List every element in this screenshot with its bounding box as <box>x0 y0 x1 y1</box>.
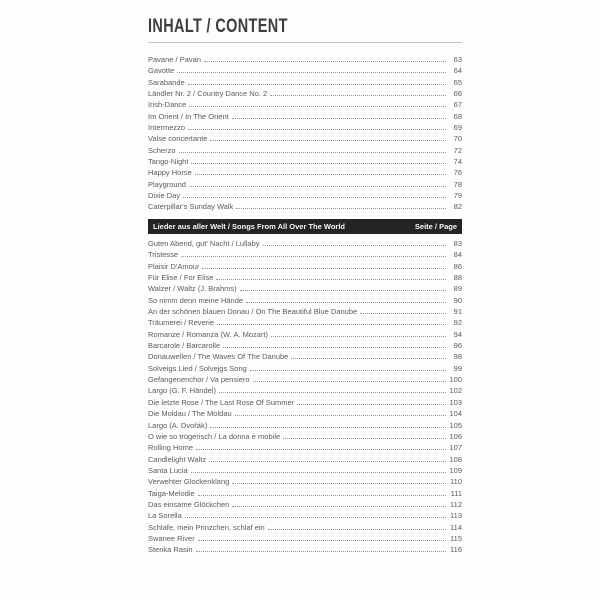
toc-entry-page: 103 <box>449 397 462 407</box>
dot-leader <box>291 351 446 359</box>
toc-entry-title: Taiga-Melodie <box>148 488 195 498</box>
dot-leader <box>297 397 446 405</box>
toc-row <box>148 408 462 419</box>
toc-entry-title: Valse concertante <box>148 134 208 144</box>
dot-leader <box>189 99 446 107</box>
toc-row <box>148 77 462 88</box>
toc-entry-title: Verwehter Glockenklang <box>148 477 230 487</box>
toc-entry-page: 112 <box>450 499 462 509</box>
toc-section-1 <box>148 54 462 213</box>
toc-row <box>148 133 462 144</box>
dot-leader <box>191 465 446 473</box>
toc-entry-page: 113 <box>450 511 462 521</box>
toc-row <box>148 122 462 133</box>
toc-entry-title: Largo (G. F. Händel) <box>148 386 216 396</box>
dot-leader <box>177 65 446 73</box>
toc-entry-title: Tango-Night <box>148 157 189 167</box>
dot-leader <box>195 167 446 175</box>
dot-leader <box>198 488 446 496</box>
toc-row <box>148 544 462 555</box>
toc-row <box>148 54 462 65</box>
dot-leader <box>223 340 446 348</box>
toc-entry-title: Plaisir D'Amour <box>148 261 200 271</box>
toc-row <box>148 283 462 294</box>
toc-entry-title: Candlelight Waltz <box>148 454 207 464</box>
toc-entry-page: 96 <box>453 341 462 351</box>
toc-entry-page: 90 <box>453 295 462 305</box>
dot-leader <box>210 420 446 428</box>
toc-row <box>148 329 462 340</box>
toc-row <box>148 249 462 260</box>
dot-leader <box>268 522 446 530</box>
toc-row <box>148 201 462 212</box>
dot-leader <box>185 510 446 518</box>
dot-leader <box>209 454 446 462</box>
toc-entry-page: 64 <box>453 66 462 76</box>
toc-entry-title: Das einsame Glöckchen <box>148 499 230 509</box>
dot-leader <box>202 261 446 269</box>
toc-row <box>148 533 462 544</box>
toc-entry-title: Träumerei / Reverie <box>148 318 214 328</box>
dot-leader <box>204 54 446 62</box>
toc-entry-page: 86 <box>453 261 462 271</box>
toc-entry-page: 89 <box>453 284 462 294</box>
toc-entry-title: Walzer / Waltz (J. Brahms) <box>148 284 237 294</box>
toc-entry-page: 67 <box>453 100 462 110</box>
toc-row <box>148 238 462 249</box>
toc-entry-title: Tristesse <box>148 250 179 260</box>
dot-leader <box>210 133 446 141</box>
toc-row <box>148 385 462 396</box>
toc-entry-title: O wie so trügerisch / La donna è mobile <box>148 431 281 441</box>
toc-entry-title: Playground <box>148 179 186 189</box>
dot-leader <box>183 190 446 198</box>
toc-row <box>148 351 462 362</box>
toc-row <box>148 179 462 190</box>
dot-leader <box>283 431 446 439</box>
dot-leader <box>270 88 446 96</box>
toc-entry-page: 108 <box>449 454 462 464</box>
toc-row <box>148 190 462 201</box>
toc-entry-page: 70 <box>453 134 462 144</box>
toc-entry-page: 115 <box>450 533 462 543</box>
toc-row <box>148 167 462 178</box>
dot-leader <box>217 317 446 325</box>
toc-entry-title: An der schönen blauen Donau / On The Beautiful Blue Danube <box>148 307 358 317</box>
dot-leader <box>179 145 446 153</box>
toc-entry-title: Romanze / Romanza (W. A. Mozart) <box>148 329 269 339</box>
toc-entry-page: 83 <box>453 239 462 248</box>
toc-entry-title: Happy Horse <box>148 168 192 178</box>
toc-entry-page: 79 <box>453 191 462 201</box>
toc-entry-title: Gavotte <box>148 66 175 76</box>
toc-row <box>148 522 462 533</box>
toc-entry-title: Largo (A. Dvořák) <box>148 420 208 430</box>
toc-entry-title: Barcarole / Barcarolle <box>148 341 221 351</box>
dot-leader <box>232 476 446 484</box>
toc-row <box>148 420 462 431</box>
toc-entry-title: Dixie Day <box>148 191 181 201</box>
dot-leader <box>216 272 446 280</box>
toc-entry-title: Rolling Home <box>148 443 194 453</box>
toc-row <box>148 442 462 453</box>
toc-entry-title: Die Moldau / The Moldau <box>148 409 232 419</box>
dot-leader <box>271 329 446 337</box>
toc-entry-title: So nimm denn meine Hände <box>148 295 244 305</box>
dot-leader <box>236 201 446 209</box>
toc-entry-page: 82 <box>453 202 462 212</box>
toc-entry-title: Irish-Dance <box>148 100 187 110</box>
toc-entry-title: Stenka Rasin <box>148 545 193 555</box>
toc-entry-title: Donauwellen / The Waves Of The Danube <box>148 352 289 362</box>
dot-leader <box>219 385 446 393</box>
toc-entry-page: 84 <box>453 250 462 260</box>
toc-row <box>148 99 462 110</box>
section-header-bar <box>148 219 462 234</box>
toc-row <box>148 454 462 465</box>
toc-entry-title: Sarabande <box>148 77 185 87</box>
toc-entry-title: Scherzo <box>148 145 176 155</box>
toc-entry-page: 110 <box>450 477 462 487</box>
toc-entry-title: La Sorella <box>148 511 182 521</box>
toc-entry-title: Swanee River <box>148 533 195 543</box>
toc-row <box>148 65 462 76</box>
toc-entry-title: Für Elise / For Elise <box>148 273 214 283</box>
toc-content-area <box>148 0 462 600</box>
toc-row <box>148 111 462 122</box>
toc-entry-page: 92 <box>453 318 462 328</box>
toc-section-2 <box>148 238 462 556</box>
toc-entry-page: 94 <box>453 329 462 339</box>
toc-row <box>148 295 462 306</box>
dot-leader <box>196 544 446 552</box>
toc-entry-page: 114 <box>450 522 462 532</box>
toc-entry-page: 63 <box>453 55 462 64</box>
toc-row <box>148 145 462 156</box>
toc-entry-page: 91 <box>453 307 462 317</box>
dot-leader <box>235 408 446 416</box>
toc-row <box>148 374 462 385</box>
toc-entry-title: Im Orient / In The Orient <box>148 111 229 121</box>
dot-leader <box>198 533 446 541</box>
toc-row <box>148 156 462 167</box>
toc-row <box>148 499 462 510</box>
toc-entry-page: 100 <box>449 375 462 385</box>
toc-entry-title: Solveigs Lied / Solvejgs Song <box>148 363 247 373</box>
toc-entry-page: 78 <box>453 179 462 189</box>
toc-entry-page: 104 <box>449 409 462 419</box>
dot-leader <box>360 306 446 314</box>
dot-leader <box>263 238 446 246</box>
toc-row <box>148 488 462 499</box>
toc-entry-page: 76 <box>453 168 462 178</box>
toc-row <box>148 340 462 351</box>
toc-row <box>148 476 462 487</box>
title-divider <box>148 42 462 43</box>
toc-entry-title: Gefangenenchor / Va pensiero <box>148 375 250 385</box>
dot-leader <box>232 111 446 119</box>
toc-entry-page: 69 <box>453 123 462 133</box>
toc-entry-title: Die letzte Rose / The Last Rose Of Summer <box>148 397 295 407</box>
toc-row <box>148 510 462 521</box>
dot-leader <box>188 122 446 130</box>
dot-leader <box>246 295 446 303</box>
toc-row <box>148 88 462 99</box>
toc-entry-page: 98 <box>453 352 462 362</box>
toc-entry-page: 116 <box>450 545 462 555</box>
toc-entry-page: 88 <box>453 273 462 283</box>
toc-row <box>148 272 462 283</box>
dot-leader <box>188 77 446 85</box>
toc-row <box>148 261 462 272</box>
toc-entry-page: 102 <box>449 386 462 396</box>
toc-entry-page: 107 <box>449 443 462 453</box>
dot-leader <box>250 363 446 371</box>
toc-row <box>148 431 462 442</box>
toc-row <box>148 317 462 328</box>
toc-row <box>148 306 462 317</box>
section-header-label: Lieder aus aller Welt / Songs From All Over The World <box>153 222 345 231</box>
dot-leader <box>240 283 446 291</box>
dot-leader <box>191 156 446 164</box>
dot-leader <box>196 442 446 450</box>
toc-entry-title: Intermezzo <box>148 123 186 133</box>
dot-leader <box>181 249 446 257</box>
toc-entry-page: 68 <box>453 111 462 121</box>
dot-leader <box>232 499 446 507</box>
toc-entry-page: 111 <box>450 488 462 498</box>
toc-entry-page: 66 <box>453 89 462 99</box>
toc-entry-page: 109 <box>449 465 462 475</box>
section-header-page-label: Seite / Page <box>414 222 457 231</box>
toc-entry-title: Schlafe, mein Prinzchen, schlaf ein <box>148 522 265 532</box>
toc-entry-title: Caterpillar's Sunday Walk <box>148 202 234 212</box>
toc-entry-page: 74 <box>453 157 462 167</box>
dot-leader <box>189 179 446 187</box>
toc-row <box>148 465 462 476</box>
toc-entry-page: 105 <box>449 420 462 430</box>
page-title: INHALT / CONTENT <box>148 16 288 37</box>
toc-entry-page: 65 <box>453 77 462 87</box>
toc-row <box>148 397 462 408</box>
toc-entry-page: 106 <box>449 431 462 441</box>
dot-leader <box>253 374 446 382</box>
toc-entry-page: 72 <box>453 145 462 155</box>
toc-entry-title: Guten Abend, gut' Nacht / Lullaby <box>148 239 260 248</box>
toc-row <box>148 363 462 374</box>
toc-entry-title: Ländler Nr. 2 / Country Dance No. 2 <box>148 89 268 99</box>
toc-entry-page: 99 <box>453 363 462 373</box>
toc-entry-title: Santa Lucia <box>148 465 188 475</box>
toc-entry-title: Pavane / Pavan <box>148 55 201 64</box>
